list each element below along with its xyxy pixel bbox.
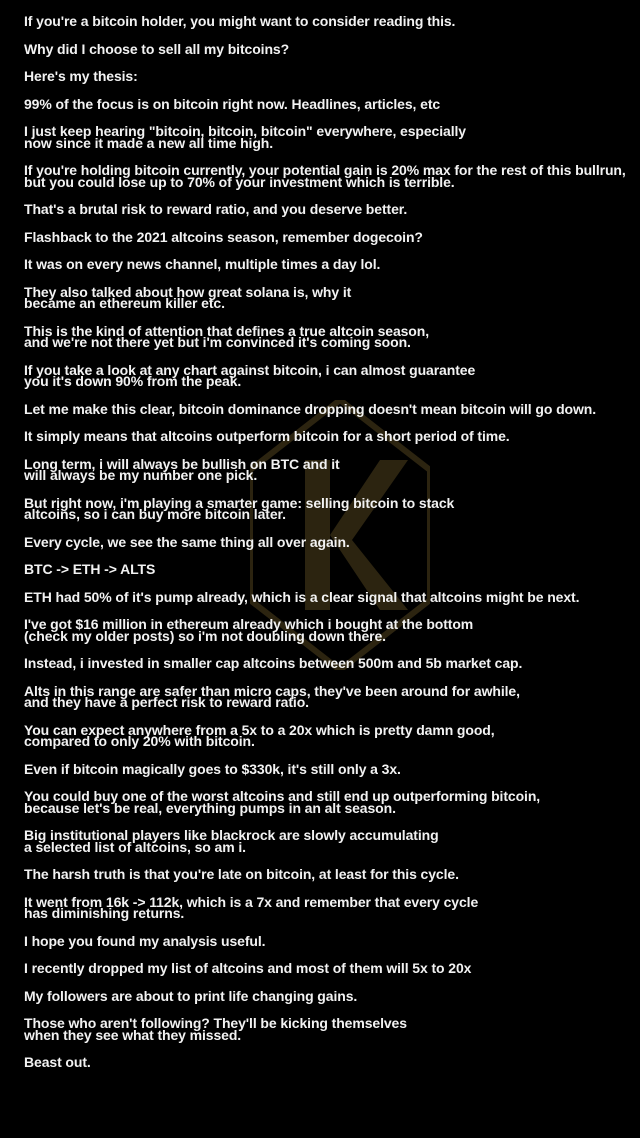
paragraph: This is the kind of attention that defines a true altcoin season, and we're not there yet but i'm convinced it's coming soon. [24,322,430,350]
paragraph: I just keep hearing "bitcoin, bitcoin, bitcoin" everywhere, especially now since it made a new all time high. [24,123,466,151]
paragraph: But right now, i'm playing a smarter game: selling bitcoin to stack altcoins, so i can buy more bitcoin later. [24,494,455,522]
paragraph: BTC -> ETH -> ALTS [24,561,156,577]
paragraph: Let me make this clear, bitcoin dominance dropping doesn't mean bitcoin will go down. [24,400,597,417]
paragraph: 99% of the focus is on bitcoin right now. Headlines, articles, etc [24,95,441,112]
paragraph: Flashback to the 2021 altcoins season, remember dogecoin? [24,228,423,245]
paragraph: ETH had 50% of it's pump already, which is a clear signal that altcoins might be next. [24,588,580,605]
paragraph: If you're holding bitcoin currently, your potential gain is 20% max for the rest of this bullrun, but you could lose up to 70% of your investment which is terrible. [24,162,626,190]
paragraph: Instead, i invested in smaller cap altcoins between 500m and 5b market cap. [24,655,523,671]
paragraph: If you take a look at any chart against bitcoin, i can almost guarantee you it's down 90% from the peak. [24,361,476,389]
paragraph: The harsh truth is that you're late on bitcoin, at least for this cycle. [24,866,459,882]
paragraph: Alts in this range are safer than micro caps, they've been around for awhile, and they have a perfect risk to reward ratio. [24,682,520,710]
paragraph: It simply means that altcoins outperform bitcoin for a short period of time. [24,428,510,444]
paragraph: Big institutional players like blackrock are slowly accumulating a selected list of altcoins, so am i. [24,827,439,855]
paragraph: Every cycle, we see the same thing all over again. [24,533,350,550]
paragraph: It was on every news channel, multiple times a day lol. [24,256,381,272]
paragraph: They also talked about how great solana is, why it became an ethereum killer etc. [24,283,352,311]
paragraph: Why did I choose to sell all my bitcoins? [24,40,290,57]
paragraph: Those who aren't following? They'll be kicking themselves when they see what they missed. [24,1015,407,1043]
paragraph: I hope you found my analysis useful. [24,932,266,949]
paragraph: I recently dropped my list of altcoins and most of them will 5x to 20x [24,960,472,976]
post-body [24,13,628,1085]
paragraph: You can expect anywhere from a 5x to a 20x which is pretty damn good, compared to only 20% with bitcoin. [24,721,495,749]
paragraph: Beast out. [24,1054,91,1070]
paragraph: I've got $16 million in ethereum already which i bought at the bottom (check my older posts) so i'm not doubling down there. [24,616,474,644]
paragraph: That's a brutal risk to reward ratio, and you deserve better. [24,201,408,217]
paragraph: You could buy one of the worst altcoins and still end up outperforming bitcoin, because let's be real, everything pumps in an alt season. [24,788,541,816]
paragraph: If you're a bitcoin holder, you might want to consider reading this. [24,13,456,29]
paragraph: It went from 16k -> 112k, which is a 7x and remember that every cycle has diminishing returns. [24,893,479,921]
paragraph: Long term, i will always be bullish on BTC and it will always be my number one pick. [24,455,340,483]
paragraph: Even if bitcoin magically goes to $330k, it's still only a 3x. [24,760,401,777]
paragraph: Here's my thesis: [24,68,138,84]
paragraph: My followers are about to print life changing gains. [24,987,358,1004]
